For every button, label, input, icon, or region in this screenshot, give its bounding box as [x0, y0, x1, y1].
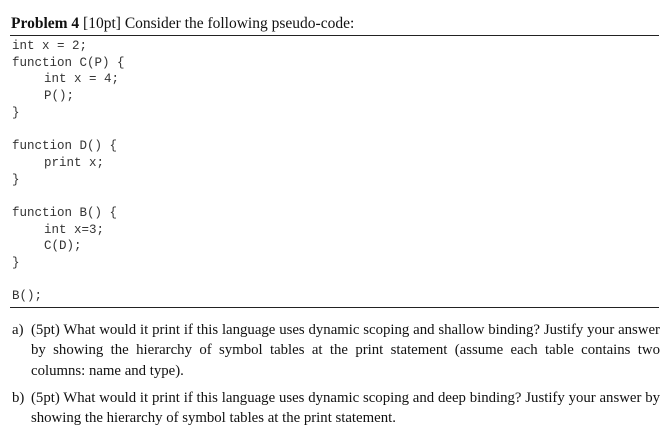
code-line: }: [12, 105, 20, 120]
pseudo-code-block: [12, 38, 652, 305]
code-line: function C(P) {: [12, 55, 125, 70]
code-line: int x = 2;: [12, 39, 88, 53]
problem-heading: [11, 14, 661, 34]
code-line: [12, 188, 652, 205]
code-line: [12, 272, 652, 289]
problem-points: [10pt]: [83, 15, 121, 32]
question-a: [12, 320, 660, 381]
top-rule: [10, 35, 659, 36]
problem-intro: Consider the following pseudo-code:: [124, 15, 355, 32]
questions-list: [12, 320, 660, 435]
code-line: function D() {: [12, 139, 118, 154]
code-line: B();: [12, 289, 43, 304]
question-label: b): [12, 389, 25, 406]
code-line: P();: [44, 89, 75, 104]
question-b: [12, 388, 660, 429]
code-line: int x=3;: [44, 222, 105, 237]
question-label: a): [12, 322, 24, 338]
code-line: C(D);: [44, 239, 82, 254]
bottom-rule: [10, 307, 659, 308]
question-text: (5pt) What would it print if this language uses dynamic scoping and deep binding? Justify your answer by showing the hierarchy of symbol tables at the print statement.: [31, 389, 660, 427]
code-line: function B() {: [12, 205, 118, 220]
code-line: [12, 121, 652, 138]
code-line: }: [12, 255, 20, 270]
code-line: int x = 4;: [44, 72, 120, 87]
code-line: print x;: [44, 155, 105, 170]
problem-label: Problem 4: [11, 15, 80, 32]
question-text: (5pt) What would it print if this language uses dynamic scoping and shallow binding? Justify your answer by showing the hierarchy of symbol tables at the print statement (assume each table contains two columns: name and type).: [31, 322, 660, 379]
code-line: }: [12, 172, 20, 187]
